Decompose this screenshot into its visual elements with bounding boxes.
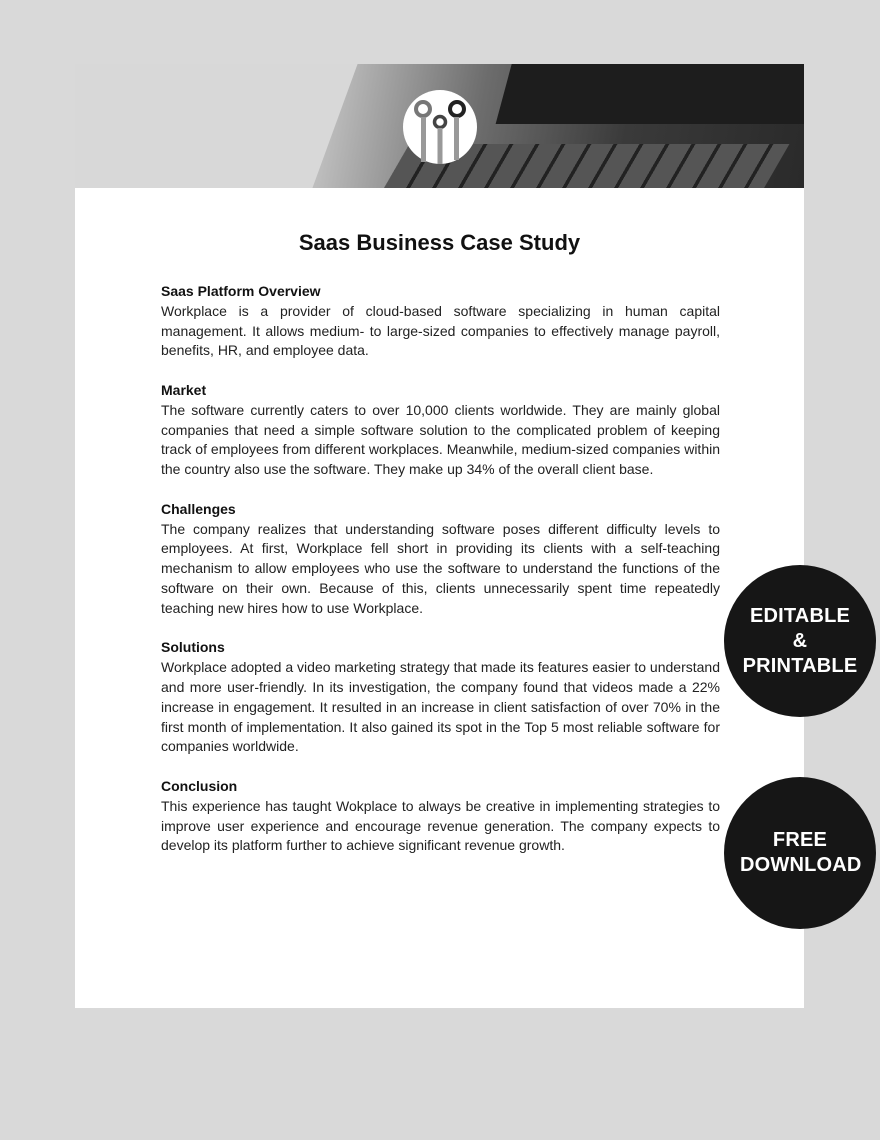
section-heading: Saas Platform Overview [161,283,321,299]
section-text: The software currently caters to over 10,000 clients worldwide. They are mainly global companies that need a simple software solution to the complicated problem of keeping track of employees from different workplaces. Meanwhile, medium-sized companies within the country also use the software. They make up 34% of the overall client base. [161,401,720,478]
section-challenges [161,500,720,619]
section-text: This experience has taught Wokplace to always be creative in implementing strategies to improve user experience and encourage revenue generation. The company expects to develop its platform further to achieve significant revenue growth. [161,797,720,854]
badge-label: FREE DOWNLOAD [740,829,862,876]
free-download-badge[interactable] [724,777,876,929]
document-page [75,64,804,1008]
section-heading: Conclusion [161,777,238,794]
section-text: Workplace adopted a video marketing strategy that made its features easier to understand and more user-friendly. In its investigation, the company found that videos made a 22% increase in engagement. It resulted in an increase in client satisfaction of over 70% in the first month of implementation. It also gained its spot in the Top 5 most reliable software for companies worldwide. [161,659,720,755]
section-text: The company realizes that understanding software poses different difficulty levels to employees. At first, Workplace fell short in providing its clients with a self-teaching mechanism to allow employees who use the software to understand the functions of the software on their own. Because of this, clients unnecessarily spent time repeatedly teaching new hires how to use Workplace. [161,520,720,616]
section-text: Workplace is a provider of cloud-based software specializing in human capital management. It allows medium- to large-sized companies to effectively manage payroll, benefits, HR, and employee data. [161,302,720,359]
section-heading: Challenges [161,500,236,517]
section-heading: Solutions [161,639,225,656]
page-title: Saas Business Case Study [298,230,581,255]
document-body [161,282,720,876]
section-heading: Market [161,381,207,398]
badge-label: EDITABLE & PRINTABLE [742,604,858,677]
company-logo-icon [403,90,477,164]
section-overview [161,282,720,361]
editable-printable-badge[interactable] [724,565,876,717]
section-conclusion [161,777,720,856]
section-market [161,381,720,480]
header-banner-image [75,64,804,188]
section-solutions [161,638,720,757]
